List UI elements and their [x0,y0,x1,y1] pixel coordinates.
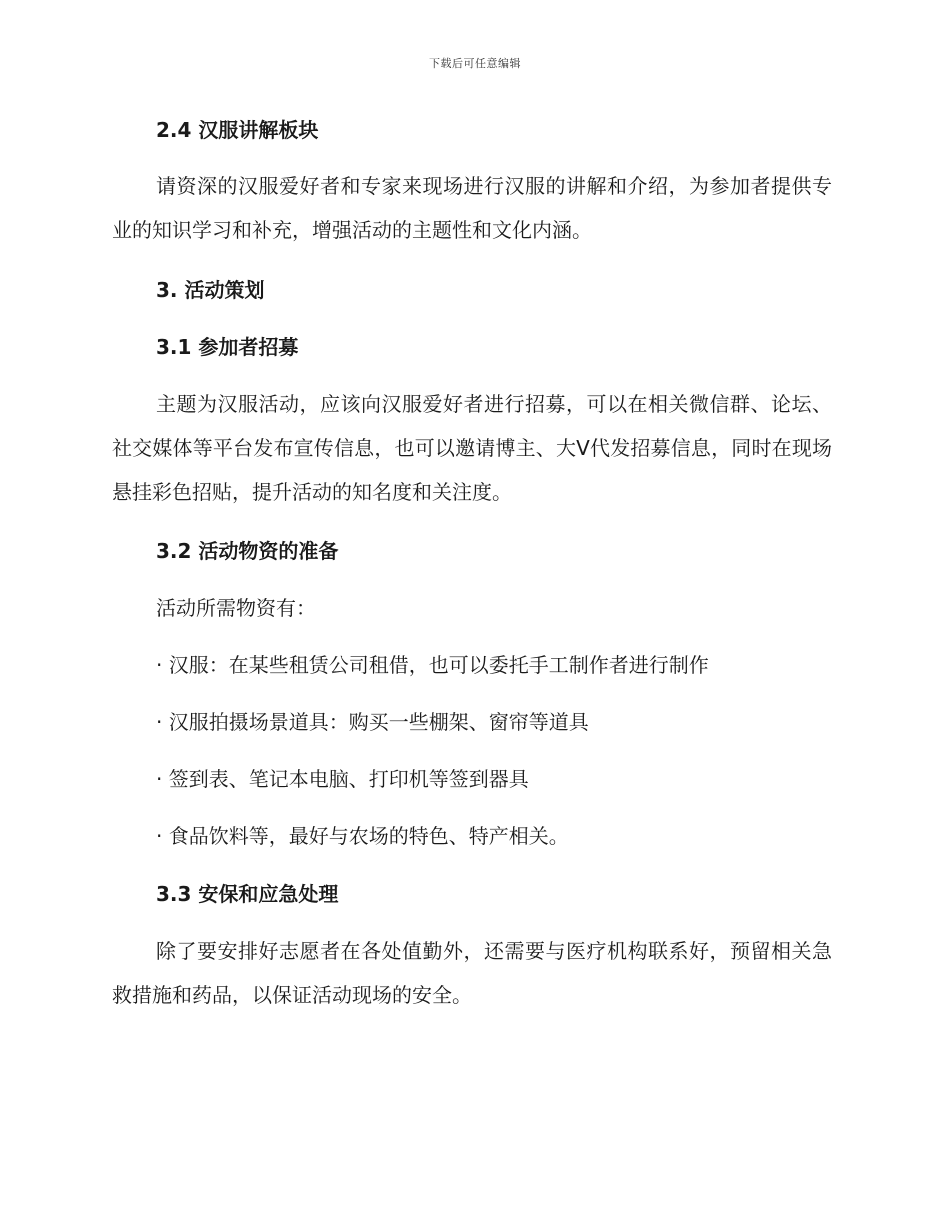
list-item: · 签到表、笔记本电脑、打印机等签到器具 [156,767,529,791]
list-item: · 食品饮料等，最好与农场的特色、特产相关。 [156,824,569,848]
list-item: · 汉服：在某些租赁公司租借，也可以委托手工制作者进行制作 [156,653,709,677]
paragraph-3-1: 主题为汉服活动，应该向汉服爱好者进行招募，可以在相关微信群、论坛、社交媒体等平台发布宣传信息，也可以邀请博主、大V代发招募信息，同时在现场悬挂彩色招贴，提升活动的知名度和关注度。 [112,392,832,504]
paragraph-2-4: 请资深的汉服爱好者和专家来现场进行汉服的讲解和介绍，为参加者提供专业的知识学习和补充，增强活动的主题性和文化内涵。 [112,174,832,242]
page-header: 下载后可任意编辑 [429,57,521,70]
paragraph-3-2-intro: 活动所需物资有： [156,596,316,620]
section-heading-2-4: 2.4 汉服讲解板块 [156,118,319,142]
section-heading-3-1: 3.1 参加者招募 [156,335,299,359]
section-heading-3-3: 3.3 安保和应急处理 [156,882,339,906]
list-item: · 汉服拍摄场景道具：购买一些棚架、窗帘等道具 [156,710,589,734]
section-heading-3-2: 3.2 活动物资的准备 [156,539,339,563]
paragraph-3-3: 除了要安排好志愿者在各处值勤外，还需要与医疗机构联系好，预留相关急救措施和药品，以保证活动现场的安全。 [112,939,832,1007]
section-heading-3: 3. 活动策划 [156,278,265,302]
